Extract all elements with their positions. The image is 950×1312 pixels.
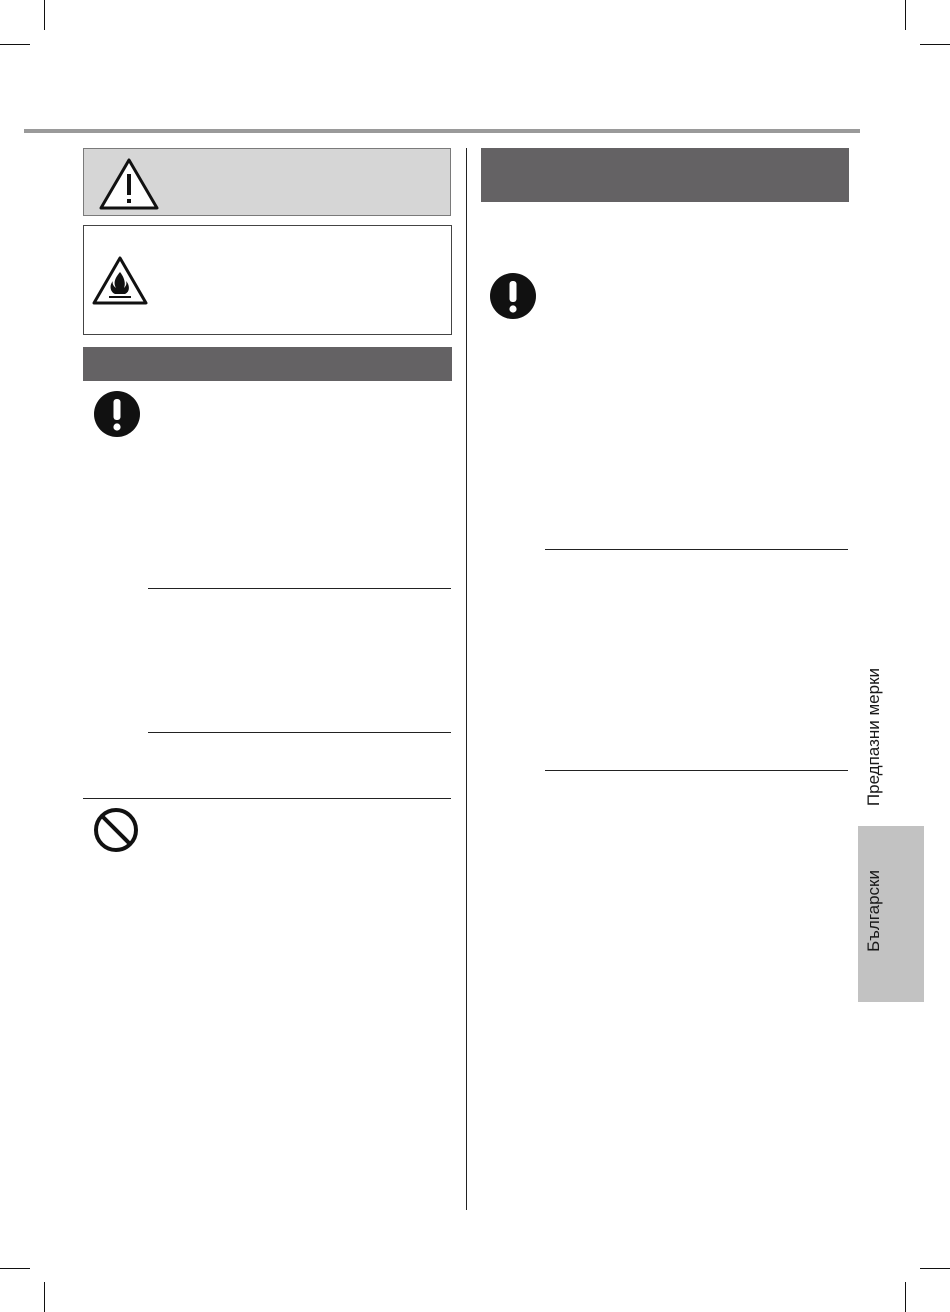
divider-line	[545, 549, 848, 550]
language-tab-label: Български	[864, 870, 883, 952]
crop-mark	[905, 1282, 906, 1312]
crop-mark	[44, 1282, 45, 1312]
section-tab-label: Предпазни мерки	[864, 668, 883, 807]
divider-line	[83, 798, 451, 799]
section-header-bar	[83, 347, 452, 381]
crop-mark	[920, 1268, 950, 1269]
flammable-warning-icon	[91, 255, 149, 307]
crop-mark	[0, 44, 30, 45]
mandatory-action-icon	[93, 390, 141, 438]
prohibited-action-icon	[92, 806, 140, 854]
header-rule	[24, 129, 860, 133]
flammable-notice-box	[83, 225, 452, 335]
crop-mark	[44, 0, 45, 30]
warning-banner	[83, 148, 451, 216]
crop-mark	[0, 1268, 30, 1269]
section-header-bar	[481, 148, 849, 202]
crop-mark	[920, 44, 950, 45]
warning-triangle-icon	[98, 157, 160, 211]
crop-mark	[905, 0, 906, 30]
divider-line	[545, 770, 848, 771]
column-divider	[466, 148, 467, 1210]
mandatory-action-icon	[489, 272, 537, 320]
divider-line	[148, 732, 451, 733]
divider-line	[148, 588, 451, 589]
